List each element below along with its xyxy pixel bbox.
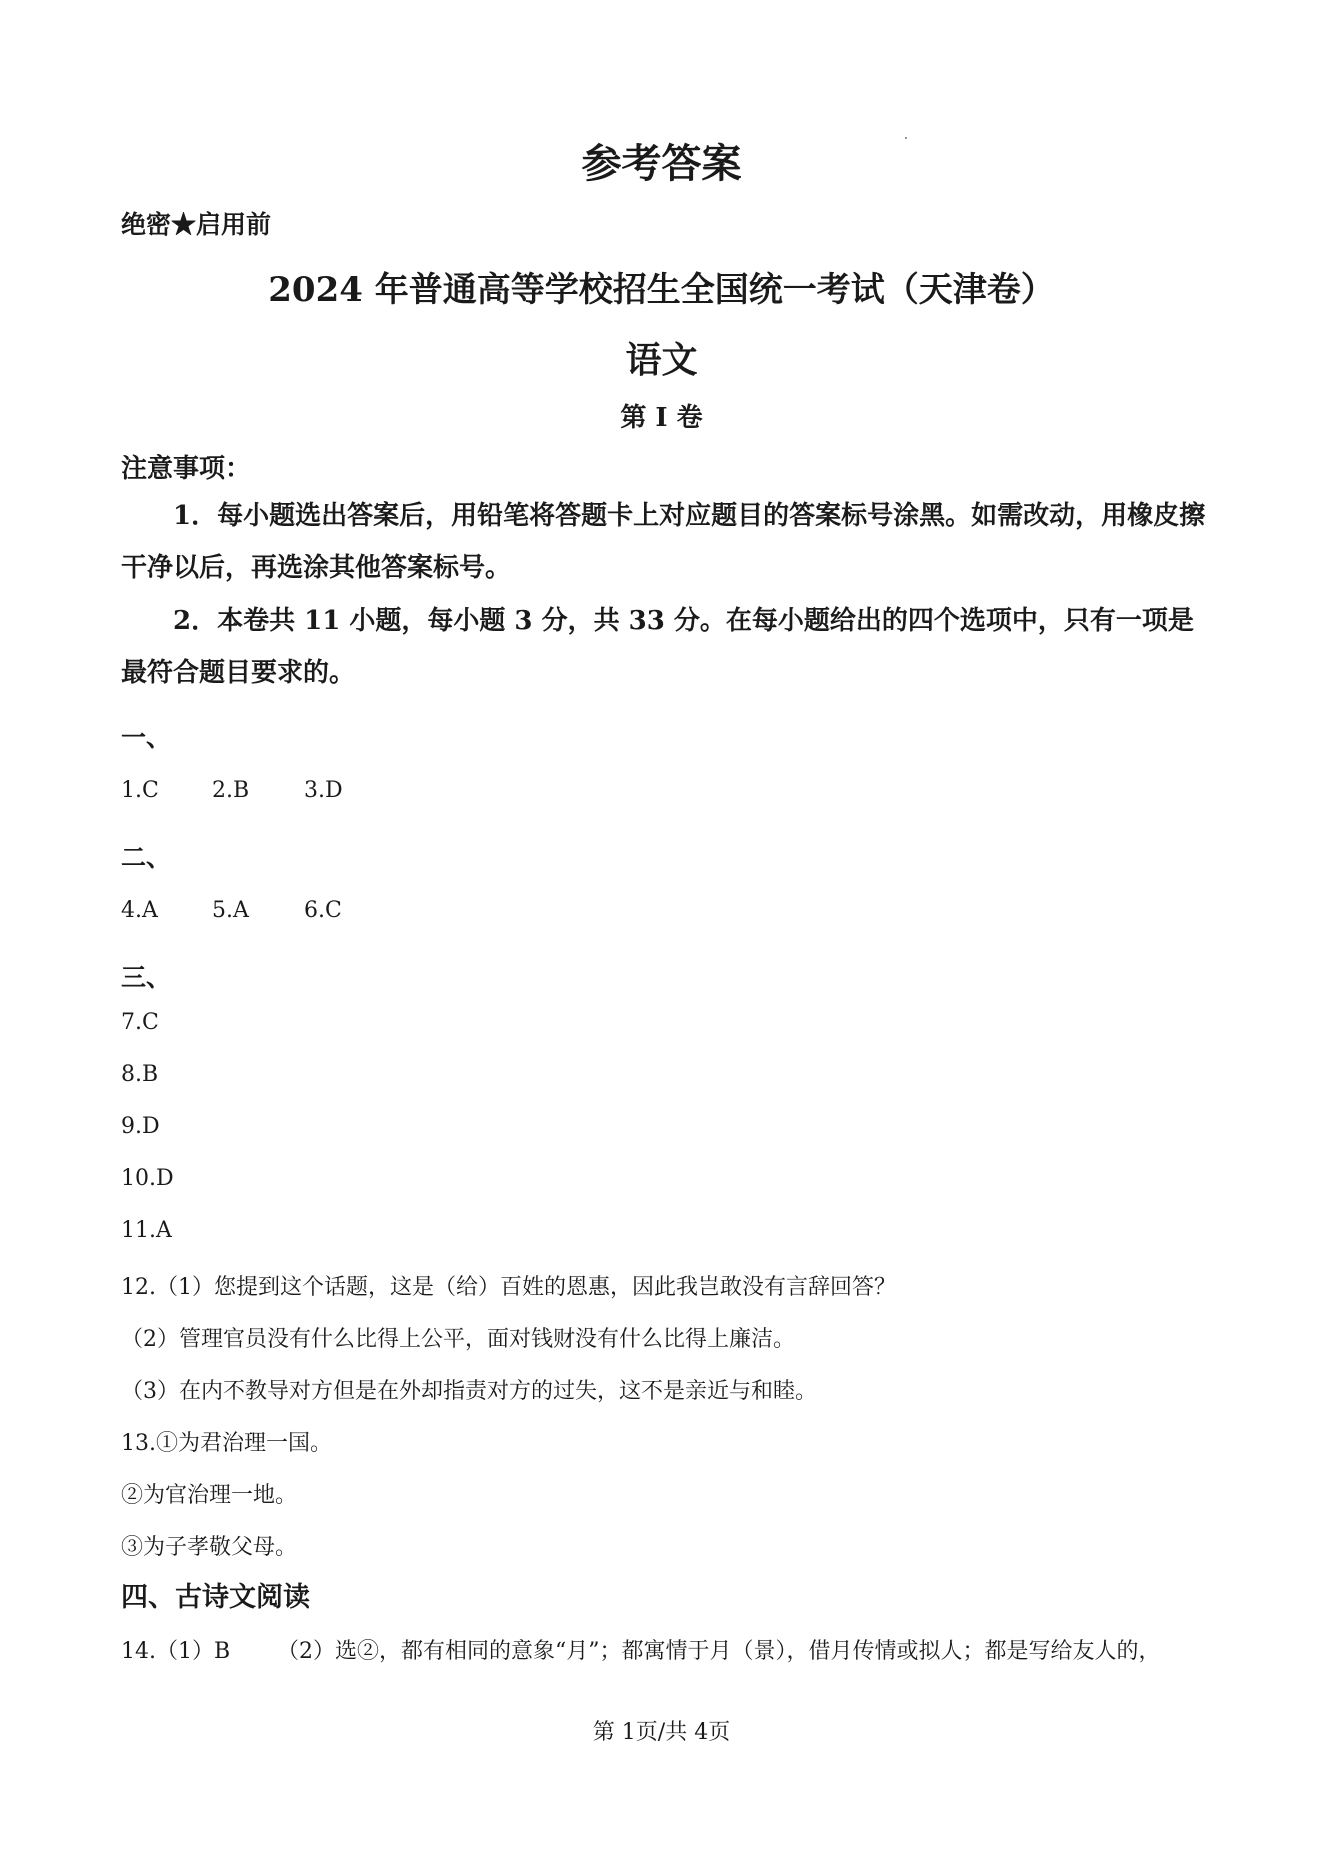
q12-line-1: 12.（1）您提到这个话题，这是（给）百姓的恩惠，因此我岂敢没有言辞回答？ bbox=[121, 1275, 896, 1300]
answer-9: 9.D bbox=[121, 1114, 160, 1139]
subject-title: 语文 bbox=[625, 339, 698, 381]
q13-line-3: ③为子孝敬父母。 bbox=[121, 1535, 298, 1560]
exam-title: 2024 年普通高等学校招生全国统一考试（天津卷） bbox=[268, 270, 1055, 310]
answer-3: 3.D bbox=[304, 778, 343, 803]
q12-line-3: （3）在内不教导对方但是在外却指责对方的过失，这不是亲近与和睦。 bbox=[121, 1379, 817, 1404]
q13-line-1: 13.①为君治理一国。 bbox=[121, 1431, 332, 1456]
answer-10: 10.D bbox=[121, 1166, 174, 1191]
answer-6: 6.C bbox=[304, 898, 342, 923]
note-item-1: 1．每小题选出答案后，用铅笔将答题卡上对应题目的答案标号涂黑。如需改动，用橡皮擦干净以后，再选涂其他答案标号。 bbox=[121, 501, 1206, 583]
note-item-2: 2．本卷共 11 小题，每小题 3 分，共 33 分。在每小题给出的四个选项中，只有一项是最符合题目要求的。 bbox=[121, 606, 1194, 688]
q13-line-2: ②为官治理一地。 bbox=[121, 1483, 298, 1508]
answer-2: 2.B bbox=[212, 778, 250, 803]
answer-7: 7.C bbox=[121, 1010, 159, 1035]
volume-label: 第 I 卷 bbox=[620, 403, 703, 433]
answer-8: 8.B bbox=[121, 1062, 159, 1087]
q12-line-2: （2）管理官员没有什么比得上公平，面对钱财没有什么比得上廉洁。 bbox=[121, 1327, 795, 1352]
q14-part-2: （2）选②，都有相同的意象“月”；都寓情于月（景），借月传情或拟人；都是写给友人的， bbox=[277, 1639, 1161, 1664]
notes-heading: 注意事项： bbox=[121, 454, 252, 484]
secret-label: 绝密★启用前 bbox=[121, 210, 272, 239]
answer-5: 5.A bbox=[212, 898, 249, 923]
answer-4: 4.A bbox=[121, 898, 158, 923]
page-footer: 第 1页/共 4页 bbox=[592, 1720, 731, 1745]
q14-part-1: 14.（1）B bbox=[121, 1639, 231, 1664]
answer-key-title: 参考答案 bbox=[581, 140, 742, 187]
section-one-heading: 一、 bbox=[121, 723, 172, 752]
section-three-heading: 三、 bbox=[121, 963, 172, 992]
section-four-heading: 四、古诗文阅读 bbox=[121, 1582, 310, 1613]
answer-1: 1.C bbox=[121, 778, 159, 803]
answer-11: 11.A bbox=[121, 1218, 172, 1243]
section-two-heading: 二、 bbox=[121, 843, 172, 872]
